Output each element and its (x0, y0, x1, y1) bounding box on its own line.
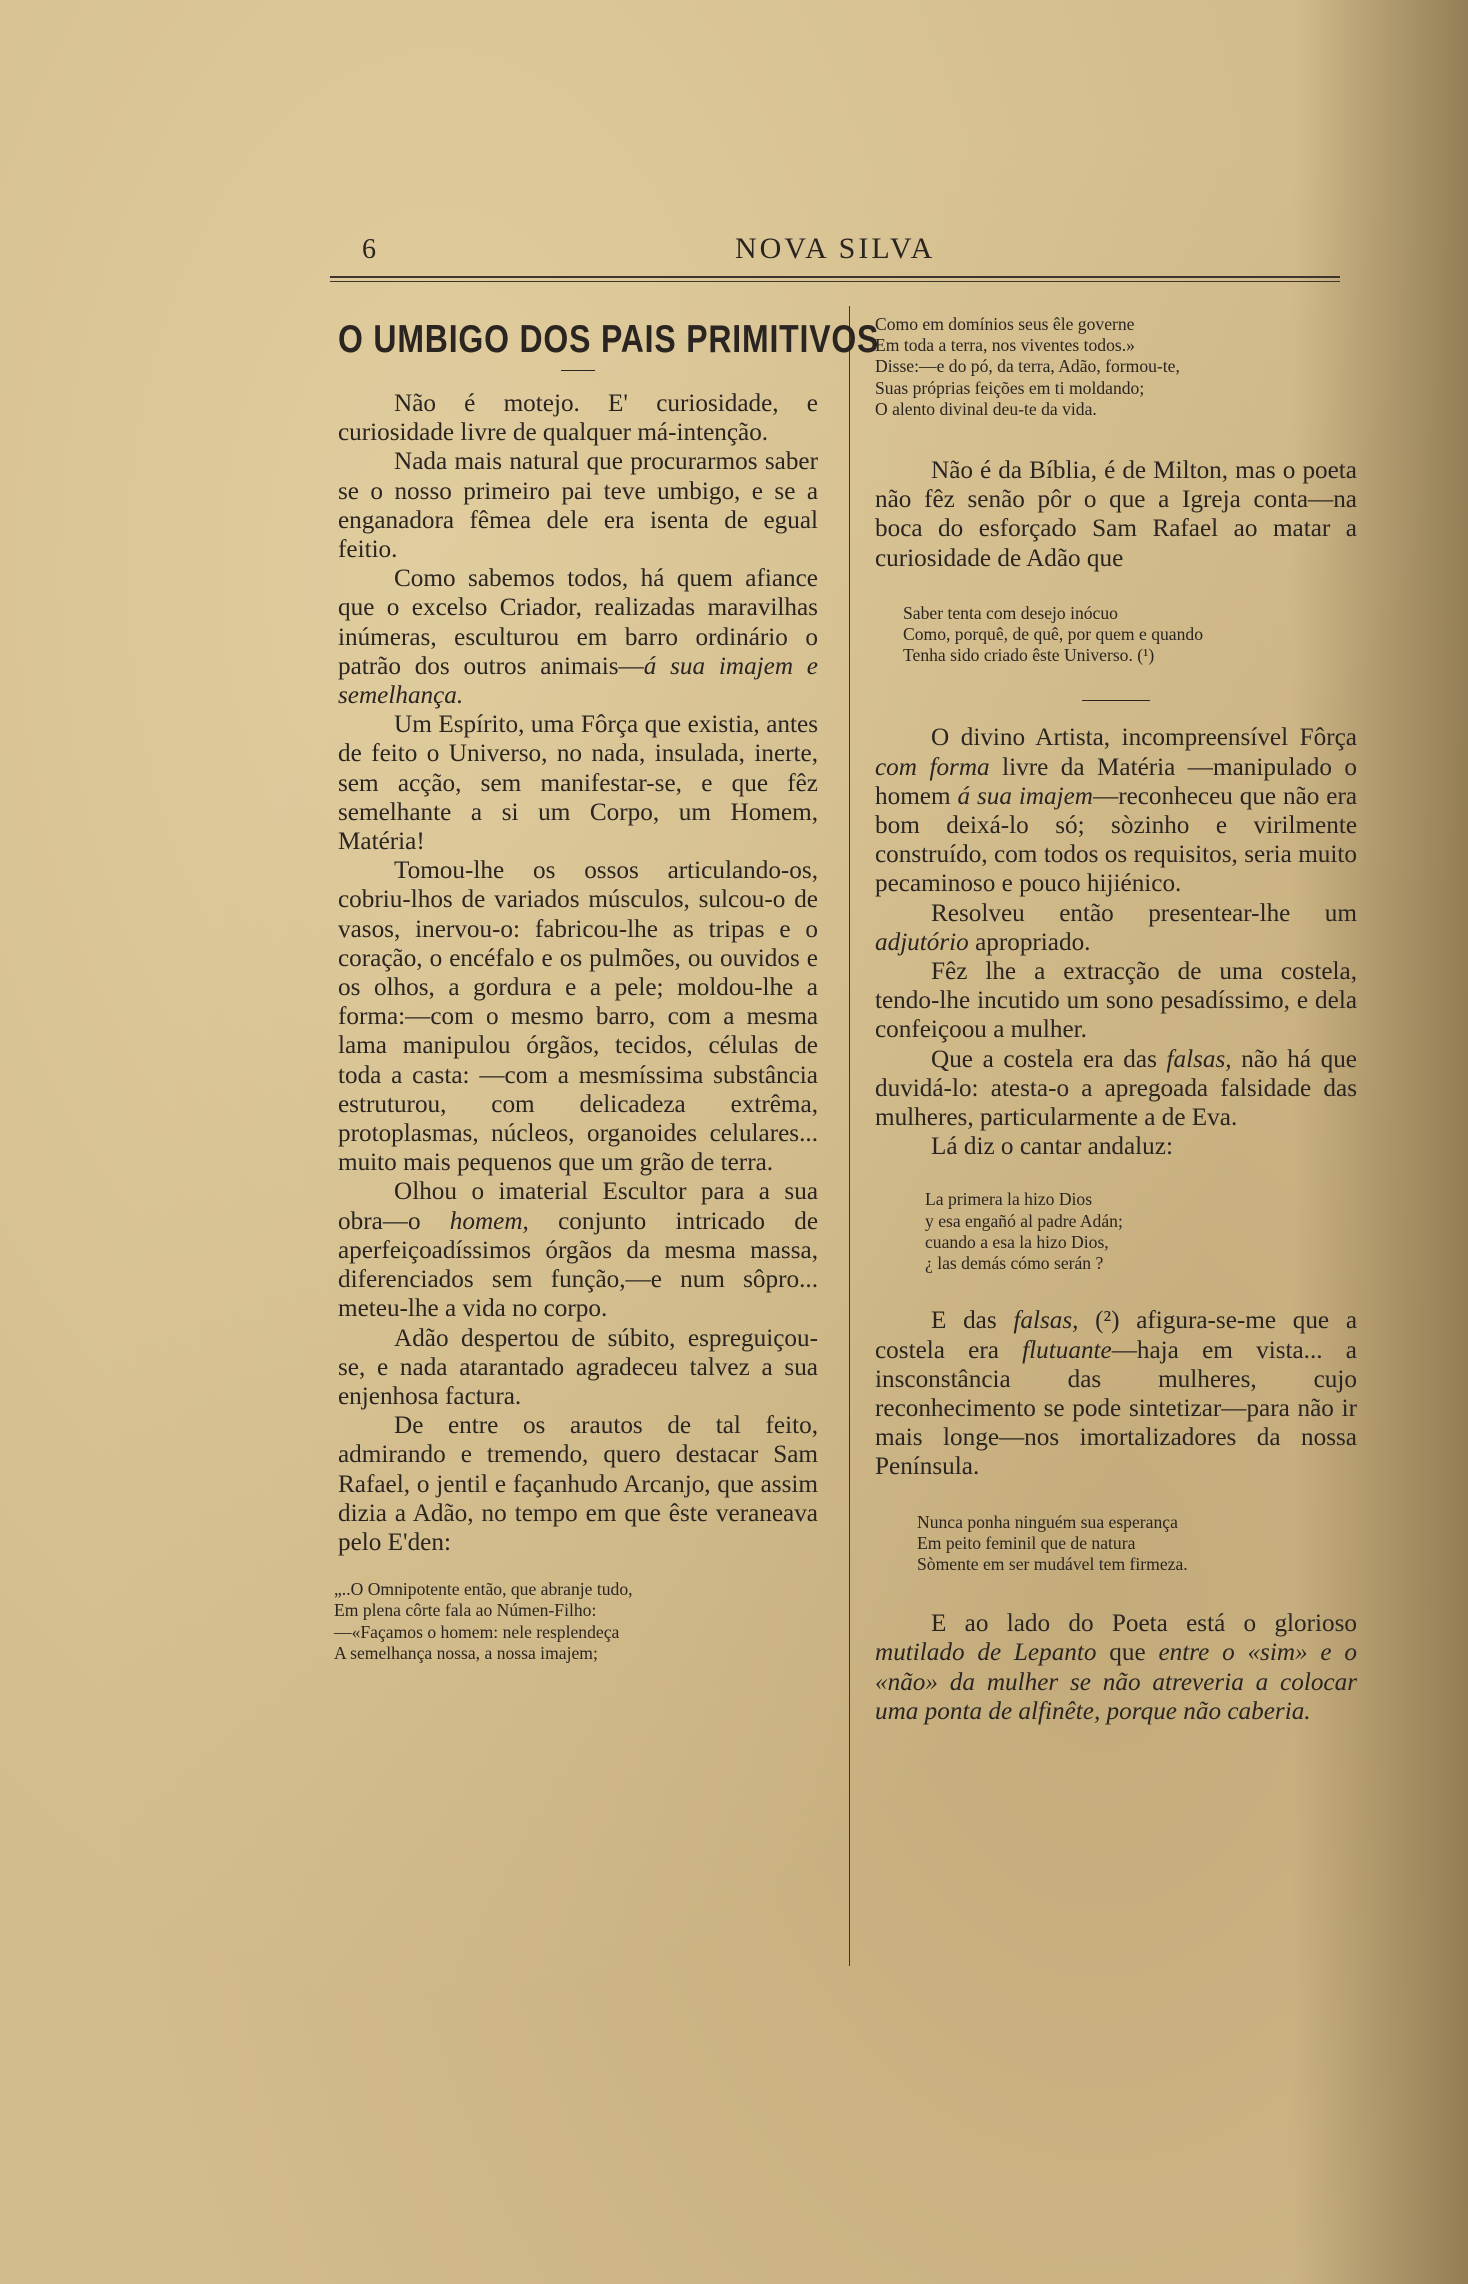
paragraph: De entre os arautos de tal feito, admirando e tremendo, quero destacar Sam Rafael, o jentil e façanhudo Arcanjo, que assim dizia a Adão, no tempo em que êste veraneava pelo E'den: (338, 1412, 818, 1556)
italic-word: homem, (449, 1207, 529, 1235)
paragraph: O divino Artista, incompreensível Fôrça com forma livre da Matéria —manipulado o homem á sua imajem—reconheceu que não era bom deixá-lo só; sòzinho e virilmente construído, com todos os requisitos, seria muito pecaminoso e pouco hijiénico. (875, 724, 1358, 898)
header-rule-thin (330, 281, 1340, 282)
paragraph: E ao lado do Poeta está o glorioso mutilado de Lepanto que entre o «sim» e o «não» da mulher se não atreveria a colocar uma ponta de alfinête, porque não caberia. (875, 1610, 1357, 1725)
running-title: NOVA SILVA (735, 232, 936, 265)
paragraph: Não é motejo. E' curiosidade, e curiosidade livre de qualquer má-intenção. (338, 390, 818, 447)
paragraph: Olhou o imaterial Escultor para a sua obra—o homem, conjunto intricado de aperfeiçoadíssimos órgãos da mesma massa, diferenciados sem função,—e num sôpro... meteu-lhe a vida no corpo. (338, 1178, 819, 1323)
left-column (334, 300, 880, 1664)
paragraph: Nada mais natural que procurarmos saber se o nosso primeiro pai teve umbigo, e se a enganadora fêmea dele era isenta de egual feitio. (338, 448, 818, 564)
right-column (875, 300, 1357, 1726)
paragraph: Lá diz o cantar andaluz: (931, 1133, 1173, 1161)
italic-phrase: á sua imajem e semelhança. (338, 652, 818, 710)
header-rule (330, 276, 1340, 278)
article-title: O UMBIGO DOS PAIS PRIMITIVOS (338, 318, 880, 361)
paragraph: Como sabemos todos, há quem afiance que o excelso Criador, realizadas maravilhas inúmeras, esculturou em barro ordinário o patrão dos outros animais—á sua imajem e semelhança. (338, 565, 818, 710)
paragraph: Resolveu então presentear-lhe um adjutório apropriado. (875, 899, 1357, 956)
page-header (330, 228, 1340, 268)
paragraph: Tomou-lhe os ossos articulando-os, cobriu-lhos de variados músculos, sulcou-o de vasos, inervou-o: fabricou-lhe as tripas e o coração, o encéfalo e os pulmões, ou ouvidos e os olhos, a gordura e a pele; moldou-lhe a forma:—com o mesmo barro, com a mesma lama manipulou órgãos, tecidos, células de toda a casta: —com a mesmíssima substância estruturou, com delicadeza extrêma, protoplasmas, núcleos, organoides celulares... muito mais pequenos que um grão de terra. (338, 857, 818, 1177)
paragraph: Fêz lhe a extracção de uma costela, tendo-lhe incutido um sono pesadíssimo, e dela confeiçoou a mulher. (875, 958, 1357, 1044)
title-dash (561, 370, 595, 371)
column-separator (849, 306, 850, 1966)
paragraph: Um Espírito, uma Fôrça que existia, antes de feito o Universo, no nada, insulada, inerte, sem acção, sem manifestar-se, e que fêz semelhante a si um Corpo, um Homem, Matéria! (338, 711, 818, 856)
verse-quote: Saber tenta com desejo inócuo Como, porquê, de quê, por quem e quando Tenha sido criado êste Universo. (¹) (903, 602, 1204, 666)
page-number: 6 (362, 234, 376, 265)
verse-quote: Como em domínios seus êle governe Em toda a terra, nos viventes todos.» Disse:—e do pó, da terra, Adão, formou-te, Suas próprias feições em ti moldando; O alento divinal deu-te da vida. (875, 314, 1180, 419)
paragraph: Que a costela era das falsas, não há que duvidá-lo: atesta-o a apregoada falsidade das mulheres, particularmente a de Eva. (875, 1045, 1357, 1132)
verse-quote: „..O Omnipotente então, que abranje tudo, Em plena côrte fala ao Númen-Filho: —«Façamos o homem: nele resplendeça A semelhança nossa, a nossa imajem; (334, 1579, 633, 1663)
paragraph: Não é da Bíblia, é de Milton, mas o poeta não fêz senão pôr o que a Igreja conta—na boca do esforçado Sam Rafael ao matar a curiosidade de Adão que (875, 457, 1357, 572)
section-dash (1082, 700, 1150, 701)
paragraph: E das falsas, (²) afigura-se-me que a costela era flutuante—haja em vista... a insconstância das mulheres, cujo reconhecimento se pode sintetizar—para não ir mais longe—nos imortalizadores da nossa Península. (875, 1307, 1357, 1481)
verse-quote: La primera la hizo Dios y esa engañó al padre Adán; cuando a esa la hizo Dios, ¿ las demás cómo serán ? (925, 1189, 1123, 1274)
paragraph: Adão despertou de súbito, espreguiçou-se, e nada atarantado agradeceu talvez a sua enjenhosa factura. (338, 1324, 818, 1410)
verse-quote: Nunca ponha ninguém sua esperança Em peito feminil que de natura Sòmente em ser mudável tem firmeza. (917, 1511, 1188, 1574)
